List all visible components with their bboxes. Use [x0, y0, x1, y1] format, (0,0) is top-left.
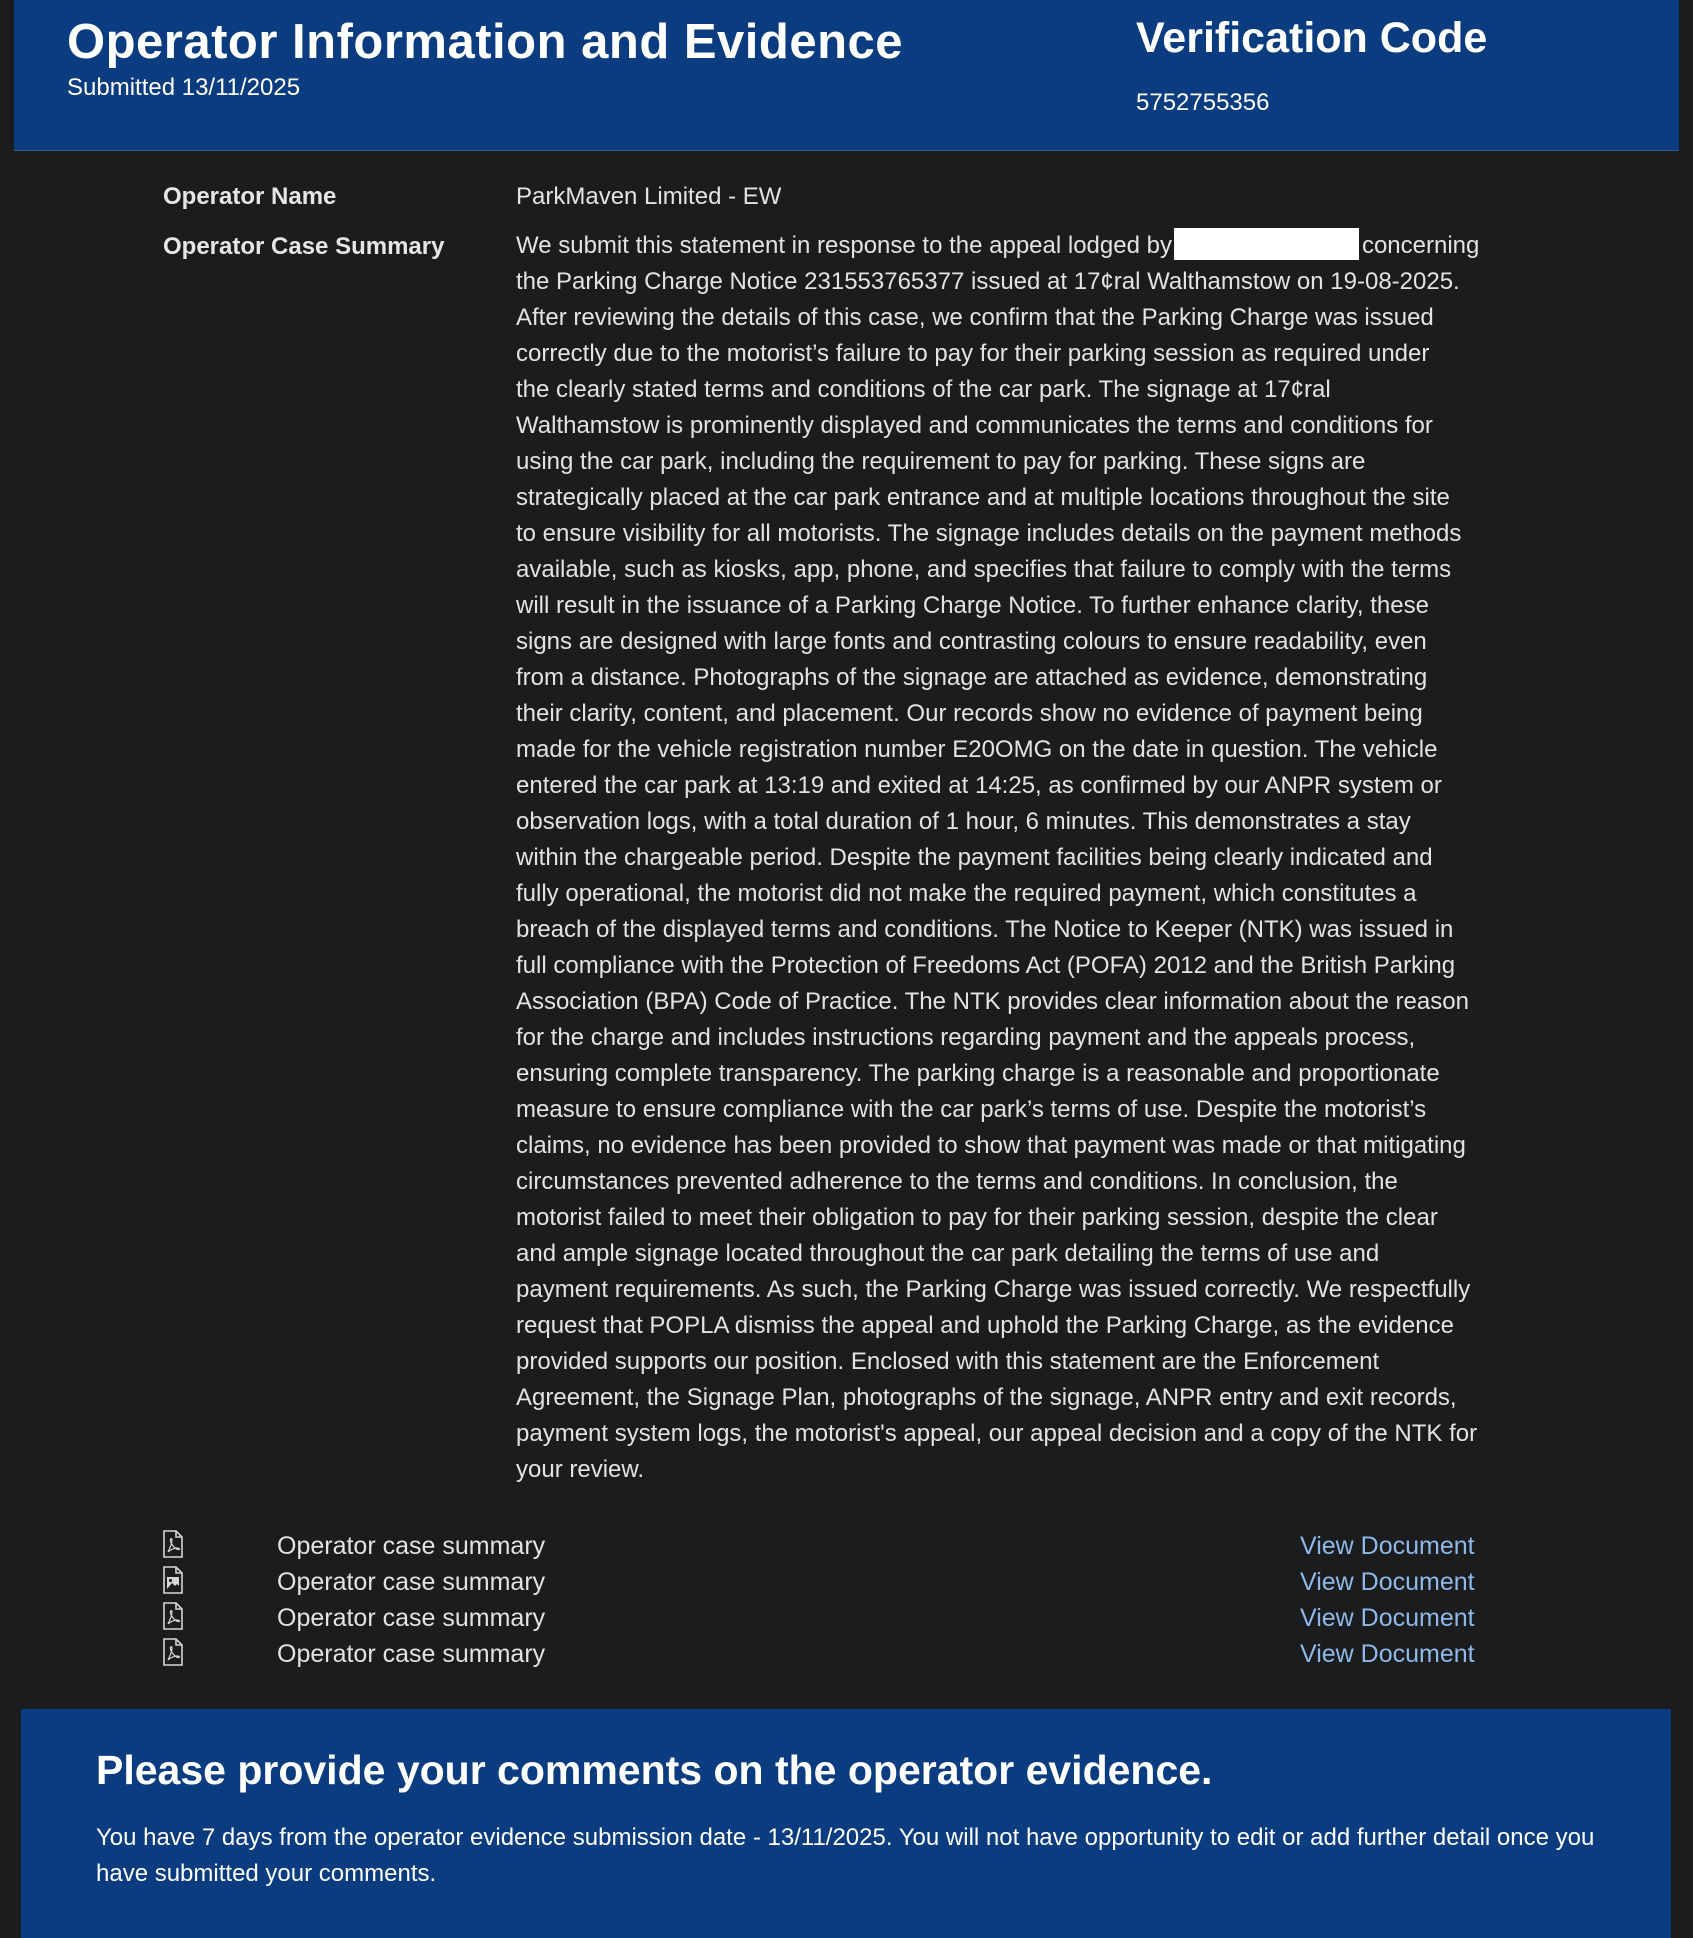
summary-line: within the chargeable period. Despite the payment facilities being clearly indicated and: [516, 844, 1433, 871]
operator-name-label: Operator Name: [163, 183, 337, 210]
summary-line: for the charge and includes instructions regarding payment and the appeals process,: [516, 1024, 1416, 1051]
pdf-file-icon: [161, 1602, 185, 1630]
summary-line: After reviewing the details of this case, we confirm that the Parking Charge was issued: [516, 304, 1434, 331]
summary-line: strategically placed at the car park entrance and at multiple locations throughout the site: [516, 484, 1450, 511]
operator-case-summary-label: Operator Case Summary: [163, 233, 445, 260]
view-document-link[interactable]: View Document: [1300, 1568, 1475, 1596]
summary-line: entered the car park at 13:19 and exited at 14:25, as confirmed by our ANPR system or: [516, 772, 1442, 799]
summary-line: correctly due to the motorist’s failure to pay for their parking session as required under: [516, 340, 1430, 367]
submitted-date: Submitted 13/11/2025: [67, 74, 301, 101]
summary-line: Walthamstow is prominently displayed and communicates the terms and conditions for: [516, 412, 1433, 439]
verification-code-value: 5752755356: [1136, 89, 1270, 116]
redacted-name-box: [1174, 228, 1359, 260]
summary-line: to ensure visibility for all motorists. The signage includes details on the payment methods: [516, 520, 1462, 547]
summary-line: claims, no evidence has been provided to show that payment was made or that mitigating: [516, 1132, 1466, 1159]
comments-panel-title: Please provide your comments on the operator evidence.: [96, 1747, 1213, 1793]
document-row: [0, 1564, 1693, 1600]
summary-line: the Parking Charge Notice 231553765377 issued at 17¢ral Walthamstow on 19-08-2025.: [516, 268, 1460, 295]
document-row: [0, 1636, 1693, 1672]
view-document-link[interactable]: View Document: [1300, 1640, 1475, 1668]
summary-line: ensuring complete transparency. The parking charge is a reasonable and proportionate: [516, 1060, 1440, 1087]
pdf-file-icon: [161, 1530, 185, 1558]
summary-line: full compliance with the Protection of Freedoms Act (POFA) 2012 and the British Parking: [516, 952, 1456, 979]
summary-line: motorist failed to meet their obligation to pay for their parking session, despite the clear: [516, 1204, 1438, 1231]
summary-line: measure to ensure compliance with the car park’s terms of use. Despite the motorist’s: [516, 1096, 1427, 1123]
summary-line: from a distance. Photographs of the signage are attached as evidence, demonstrating: [516, 664, 1428, 691]
view-document-link[interactable]: View Document: [1300, 1532, 1475, 1560]
summary-line: circumstances prevented adherence to the terms and conditions. In conclusion, the: [516, 1168, 1398, 1195]
summary-line: request that POPLA dismiss the appeal and uphold the Parking Charge, as the evidence: [516, 1312, 1454, 1339]
summary-line: payment system logs, the motorist's appeal, our appeal decision and a copy of the NTK for: [516, 1420, 1478, 1447]
document-name: Operator case summary: [277, 1604, 546, 1632]
comments-panel-text: You have 7 days from the operator evidence submission date - 13/11/2025. You will not have opportunity to edit or add further detail once you have submitted your comments.: [96, 1824, 1595, 1887]
summary-line: signs are designed with large fonts and contrasting colours to ensure readability, even: [516, 628, 1427, 655]
document-name: Operator case summary: [277, 1640, 546, 1668]
document-name: Operator case summary: [277, 1532, 546, 1560]
summary-line: fully operational, the motorist did not make the required payment, which constitutes a: [516, 880, 1417, 907]
summary-line: provided supports our position. Enclosed with this statement are the Enforcement: [516, 1348, 1380, 1375]
summary-line: and ample signage located throughout the car park detailing the terms of use and: [516, 1240, 1380, 1267]
document-name: Operator case summary: [277, 1568, 546, 1596]
summary-line: Association (BPA) Code of Practice. The NTK provides clear information about the reason: [516, 988, 1469, 1015]
summary-line: breach of the displayed terms and conditions. The Notice to Keeper (NTK) was issued in: [516, 916, 1454, 943]
pdf-file-icon: [161, 1638, 185, 1666]
summary-line: payment requirements. As such, the Parking Charge was issued correctly. We respectfully: [516, 1276, 1471, 1303]
document-row: [0, 1600, 1693, 1636]
document-row: [0, 1528, 1693, 1564]
image-file-icon: [161, 1566, 185, 1594]
summary-line: observation logs, with a total duration of 1 hour, 6 minutes. This demonstrates a stay: [516, 808, 1411, 835]
summary-line: made for the vehicle registration number E20OMG on the date in question. The vehicle: [516, 736, 1438, 763]
summary-line: your review.: [516, 1456, 645, 1483]
summary-line: the clearly stated terms and conditions of the car park. The signage at 17¢ral: [516, 376, 1331, 403]
summary-line: We submit this statement in response to the appeal lodged by concerning: [516, 228, 1536, 264]
summary-line: their clarity, content, and placement. Our records show no evidence of payment being: [516, 700, 1423, 727]
verification-code-label: Verification Code: [1136, 14, 1488, 62]
operator-case-summary-text: [516, 228, 1536, 1488]
operator-name-value: ParkMaven Limited - EW: [516, 183, 782, 210]
page-header: [14, 0, 1679, 151]
comments-panel: [21, 1709, 1671, 1938]
page-title: Operator Information and Evidence: [67, 15, 904, 69]
summary-line: available, such as kiosks, app, phone, and specifies that failure to comply with the terms: [516, 556, 1452, 583]
summary-line: Agreement, the Signage Plan, photographs of the signage, ANPR entry and exit records,: [516, 1384, 1457, 1411]
summary-line: using the car park, including the requirement to pay for parking. These signs are: [516, 448, 1366, 475]
view-document-link[interactable]: View Document: [1300, 1604, 1475, 1632]
summary-line: will result in the issuance of a Parking Charge Notice. To further enhance clarity, these: [516, 592, 1429, 619]
